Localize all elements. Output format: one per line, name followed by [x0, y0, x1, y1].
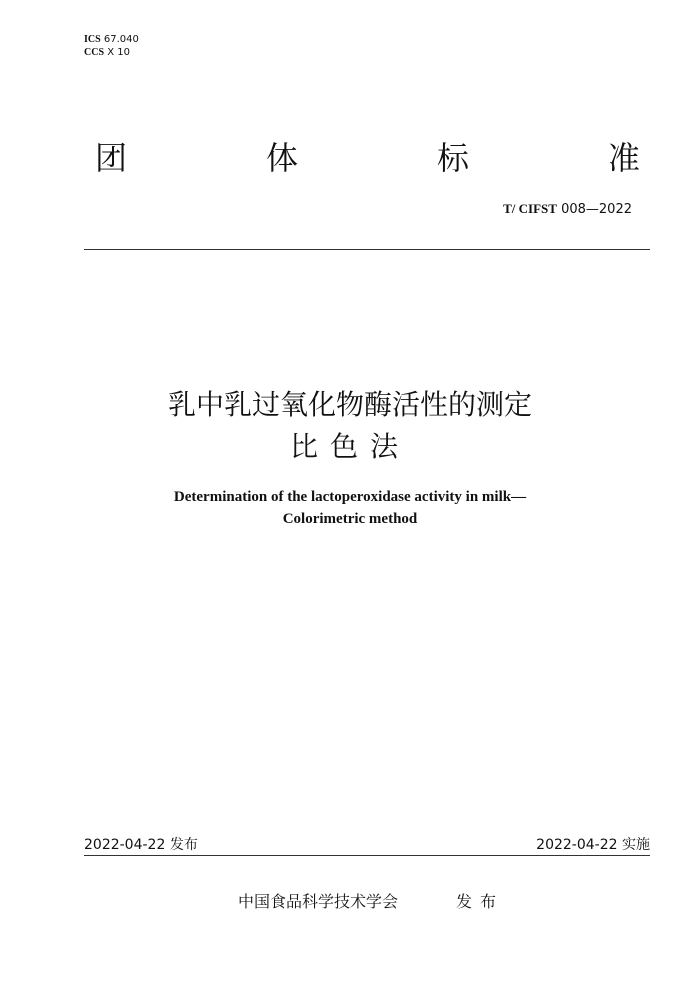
ccs-code — [84, 46, 139, 59]
ics-key: ICS — [84, 34, 101, 45]
implementation-label: 实施 — [622, 837, 650, 853]
bottom-divider — [84, 855, 650, 856]
title-chinese-line1: 乳中乳过氧化物酶活性的测定 — [167, 388, 532, 421]
publisher-name: 中国食品科学技术学会 — [238, 892, 399, 911]
category-char-2: 体 — [265, 139, 298, 177]
implementation-date-block — [536, 834, 650, 854]
standard-prefix: T/ CIFST — [503, 201, 557, 216]
publish-label: 发布 — [456, 892, 505, 911]
standard-code: 008—2022 — [561, 202, 632, 217]
category-char-4: 准 — [607, 139, 640, 177]
ics-code — [84, 33, 139, 46]
ccs-key: CCS — [84, 47, 105, 58]
title-english-line2: Colorimetric method — [282, 511, 418, 527]
issue-label: 发布 — [169, 837, 198, 853]
issue-date-block — [84, 834, 198, 854]
top-divider — [84, 249, 650, 250]
category-char-3: 标 — [436, 139, 469, 177]
standard-category — [95, 138, 640, 178]
ccs-value: X 10 — [107, 47, 130, 58]
implementation-date: 2022-04-22 — [536, 837, 618, 853]
category-char-1: 团 — [95, 139, 128, 177]
title-english-line1: Determination of the lactoperoxidase activity in milk— — [173, 489, 527, 505]
issue-date: 2022-04-22 — [84, 837, 166, 853]
classification-codes — [84, 33, 139, 59]
ics-value: 67.040 — [103, 34, 139, 45]
title-chinese-line2: 比色法 — [289, 430, 410, 463]
standard-number — [503, 201, 632, 217]
